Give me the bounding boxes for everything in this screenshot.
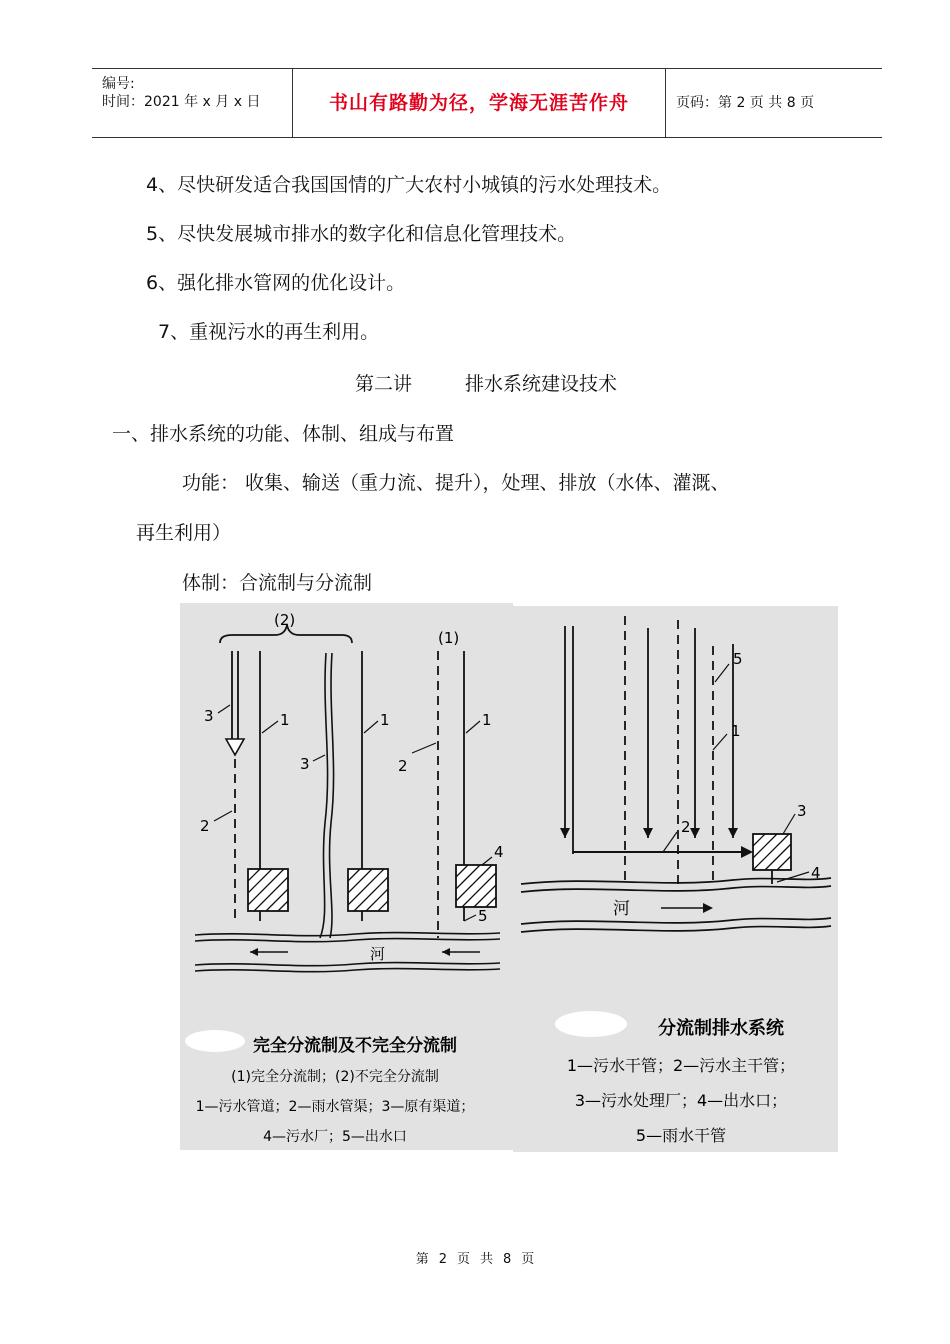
label-num: 5 — [733, 650, 743, 668]
leader-line — [313, 755, 325, 761]
leader-line — [214, 811, 232, 821]
system-line: 体制：合流制与分流制 — [182, 572, 373, 594]
label-num: 1 — [380, 711, 390, 729]
river-bank — [521, 918, 831, 924]
leader-line — [777, 872, 809, 882]
caption-line: (1)完全分流制；(2)不完全分流制 — [231, 1069, 439, 1085]
figure-title: 分流制排水系统 — [658, 1018, 784, 1039]
footer-ye: 页 — [521, 1252, 535, 1267]
river-bank — [195, 939, 500, 942]
arrow-head — [690, 828, 700, 838]
leader-line — [466, 721, 480, 733]
label-num: 4 — [811, 864, 821, 882]
label-num: 1 — [280, 711, 290, 729]
river-bank — [195, 963, 500, 966]
leader-line — [262, 721, 278, 733]
label-num: 1 — [731, 722, 741, 740]
footer-total-pages: 8 — [503, 1252, 512, 1267]
caption-line: 5—雨水干管 — [635, 1126, 727, 1145]
lecture-number: 第二讲 — [355, 373, 413, 395]
separate-systems-diagram — [180, 603, 513, 1150]
list-item: 7、重视污水的再生利用。 — [158, 321, 380, 343]
label-system-2: (2) — [274, 611, 296, 629]
arrow-head — [643, 828, 653, 838]
label-num: 2 — [681, 818, 691, 836]
caption-line: 4—污水厂；5—出水口 — [263, 1129, 407, 1145]
list-item: 6、强化排水管网的优化设计。 — [146, 272, 406, 294]
leader-line — [464, 915, 476, 921]
list-item: 4、尽快研发适合我国国情的广大农村小城镇的污水处理技术。 — [146, 174, 672, 196]
motto: 书山有路勤为径，学海无涯苦作舟 — [328, 92, 629, 114]
arrow-mark — [226, 739, 244, 755]
footer-ye: 页 — [456, 1252, 470, 1267]
river-bank — [195, 933, 500, 936]
page-footer — [0, 1248, 950, 1267]
flow-arrow-head — [250, 948, 258, 956]
river-bank — [195, 969, 500, 972]
arrow-head — [728, 828, 738, 838]
page-header — [92, 68, 882, 138]
figure-separate-sewer — [513, 606, 838, 1152]
channel-line — [320, 653, 328, 938]
channel-line — [330, 653, 334, 938]
separate-sewer-diagram — [513, 606, 838, 1152]
time-label: 时间：2021 年 x 月 x 日 — [102, 94, 261, 110]
function-line-2: 再生利用） — [136, 522, 232, 544]
flow-arrow-head — [442, 948, 450, 956]
leader-line — [482, 857, 492, 865]
label-num: 4 — [494, 843, 504, 861]
list-item: 5、尽快发展城市排水的数字化和信息化管理技术。 — [146, 223, 577, 245]
header-meta-cell — [92, 69, 293, 137]
leader-line — [364, 721, 378, 733]
river-bank — [521, 886, 831, 892]
river-bank — [521, 878, 831, 884]
river-label: 河 — [370, 945, 386, 963]
label-num: 3 — [300, 755, 310, 773]
leader-line — [412, 743, 436, 753]
leader-line — [663, 832, 677, 852]
label-num: 5 — [478, 907, 488, 925]
leader-line — [715, 664, 729, 682]
lecture-title: 排水系统建设技术 — [465, 373, 618, 395]
code-label: 编号: — [102, 76, 135, 92]
page-label: 页码：第 2 页 共 8 页 — [676, 95, 815, 111]
label-system-1: (1) — [438, 629, 460, 647]
river-bank — [521, 926, 831, 932]
river-label: 河 — [613, 899, 630, 919]
label-num: 2 — [200, 817, 210, 835]
label-num: 1 — [482, 711, 492, 729]
figure-title: 完全分流制及不完全分流制 — [253, 1036, 457, 1056]
arrow-head — [741, 846, 753, 858]
caption-line: 3—污水处理厂；4—出水口； — [574, 1091, 788, 1110]
header-motto-cell — [293, 69, 666, 137]
label-num: 3 — [797, 802, 807, 820]
footer-di: 第 — [415, 1252, 429, 1267]
caption-line: 1—污水管道；2—雨水管渠；3—原有渠道； — [195, 1099, 475, 1115]
footer-gong: 共 — [480, 1252, 494, 1267]
flow-arrow-head — [703, 903, 713, 913]
header-page-cell — [666, 69, 882, 137]
leader-line — [713, 734, 727, 750]
function-line-1: 功能： 收集、输送（重力流、提升），处理、排放（水体、灌溉、 — [182, 472, 730, 494]
leader-line — [218, 705, 230, 713]
smudge-mark — [555, 1011, 627, 1037]
smudge-mark — [185, 1030, 245, 1052]
figure-separate-systems — [180, 603, 513, 1150]
label-num: 2 — [398, 757, 408, 775]
leader-line — [783, 814, 795, 834]
section-title: 一、排水系统的功能、体制、组成与布置 — [112, 423, 455, 445]
arrow-head — [560, 828, 570, 838]
caption-line: 1—污水干管；2—污水主干管； — [566, 1056, 796, 1075]
footer-page-number: 2 — [438, 1252, 447, 1267]
label-num: 3 — [204, 707, 214, 725]
